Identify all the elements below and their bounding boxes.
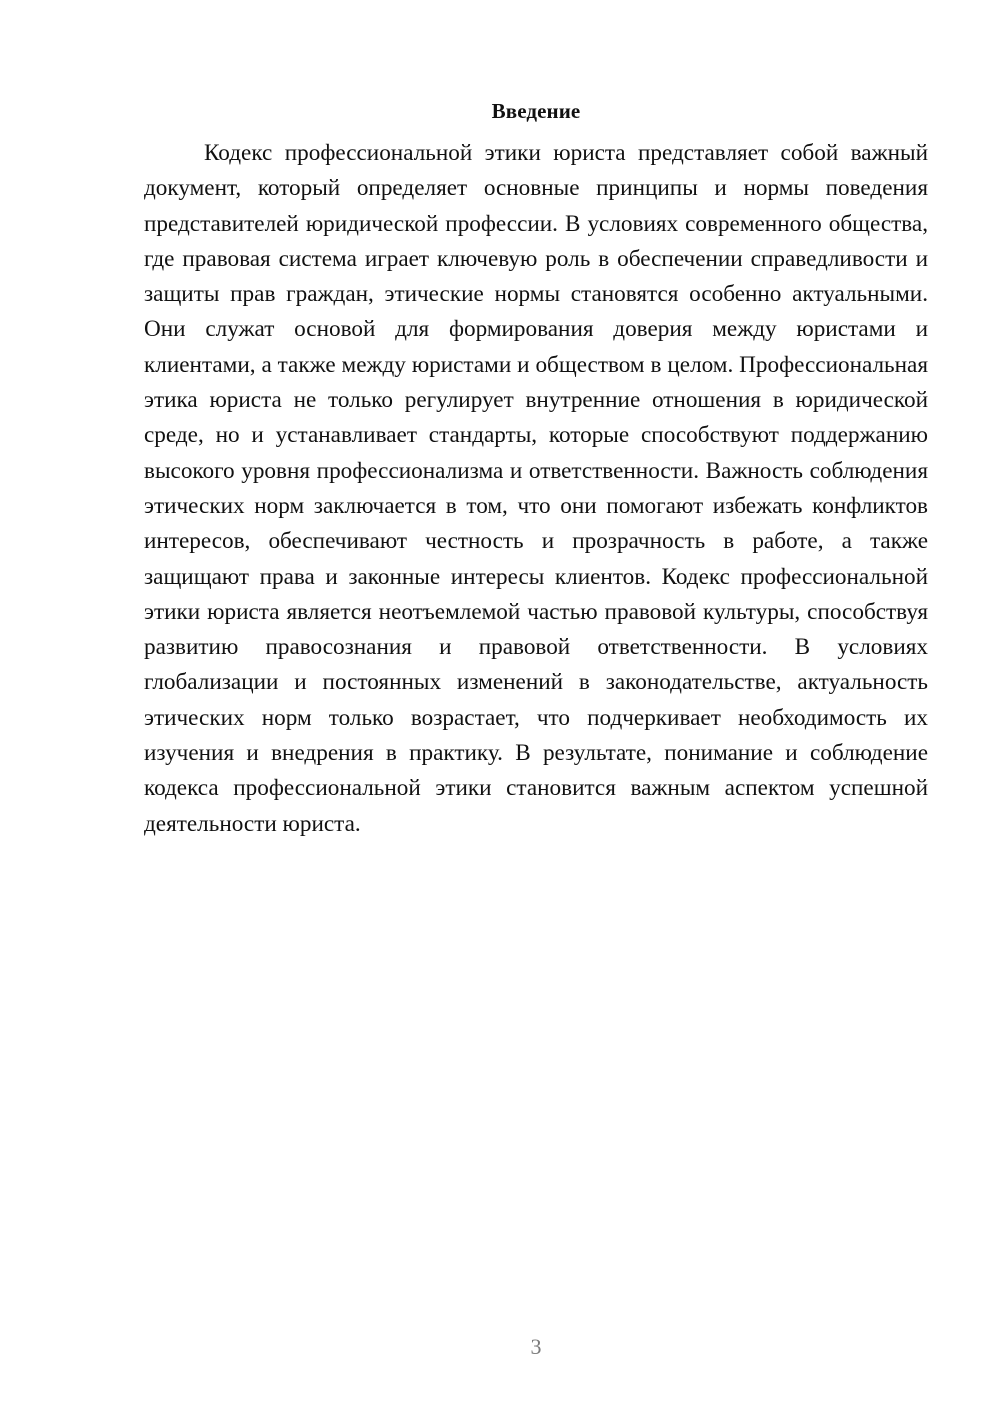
- section-title: Введение: [491, 99, 581, 123]
- body-paragraph: Кодекс профессиональной этики юриста представляет собой важный документ, который определяет основные принципы и нормы поведения представителей юридической профессии. В условиях современного общества, где правовая система играет ключевую роль в обеспечении справедливости и защиты прав граждан, этические нормы становятся особенно актуальными. Они служат основой для формирования доверия между юристами и клиентами, а также между юристами и обществом в целом. Профессиональная этика юриста не только регулирует внутренние отношения в юридической среде, но и устанавливает стандарты, которые способствуют поддержанию высокого уровня профессионализма и ответственности. Важность соблюдения этических норм заключается в том, что они помогают избежать конфликтов интересов, обеспечивают честность и прозрачность в работе, а также защищают права и законные интересы клиентов. Кодекс профессиональной этики юриста является неотъемлемой частью правовой культуры, способствуя развитию правосознания и правовой ответственности. В условиях глобализации и постоянных изменений в законодательстве, актуальность этических норм только возрастает, что подчеркивает необходимость их изучения и внедрения в практику. В результате, понимание и соблюдение кодекса профессиональной этики становится важным аспектом успешной деятельности юриста.: [144, 140, 928, 837]
- page-number: 3: [530, 1334, 542, 1359]
- page-content: [144, 96, 928, 842]
